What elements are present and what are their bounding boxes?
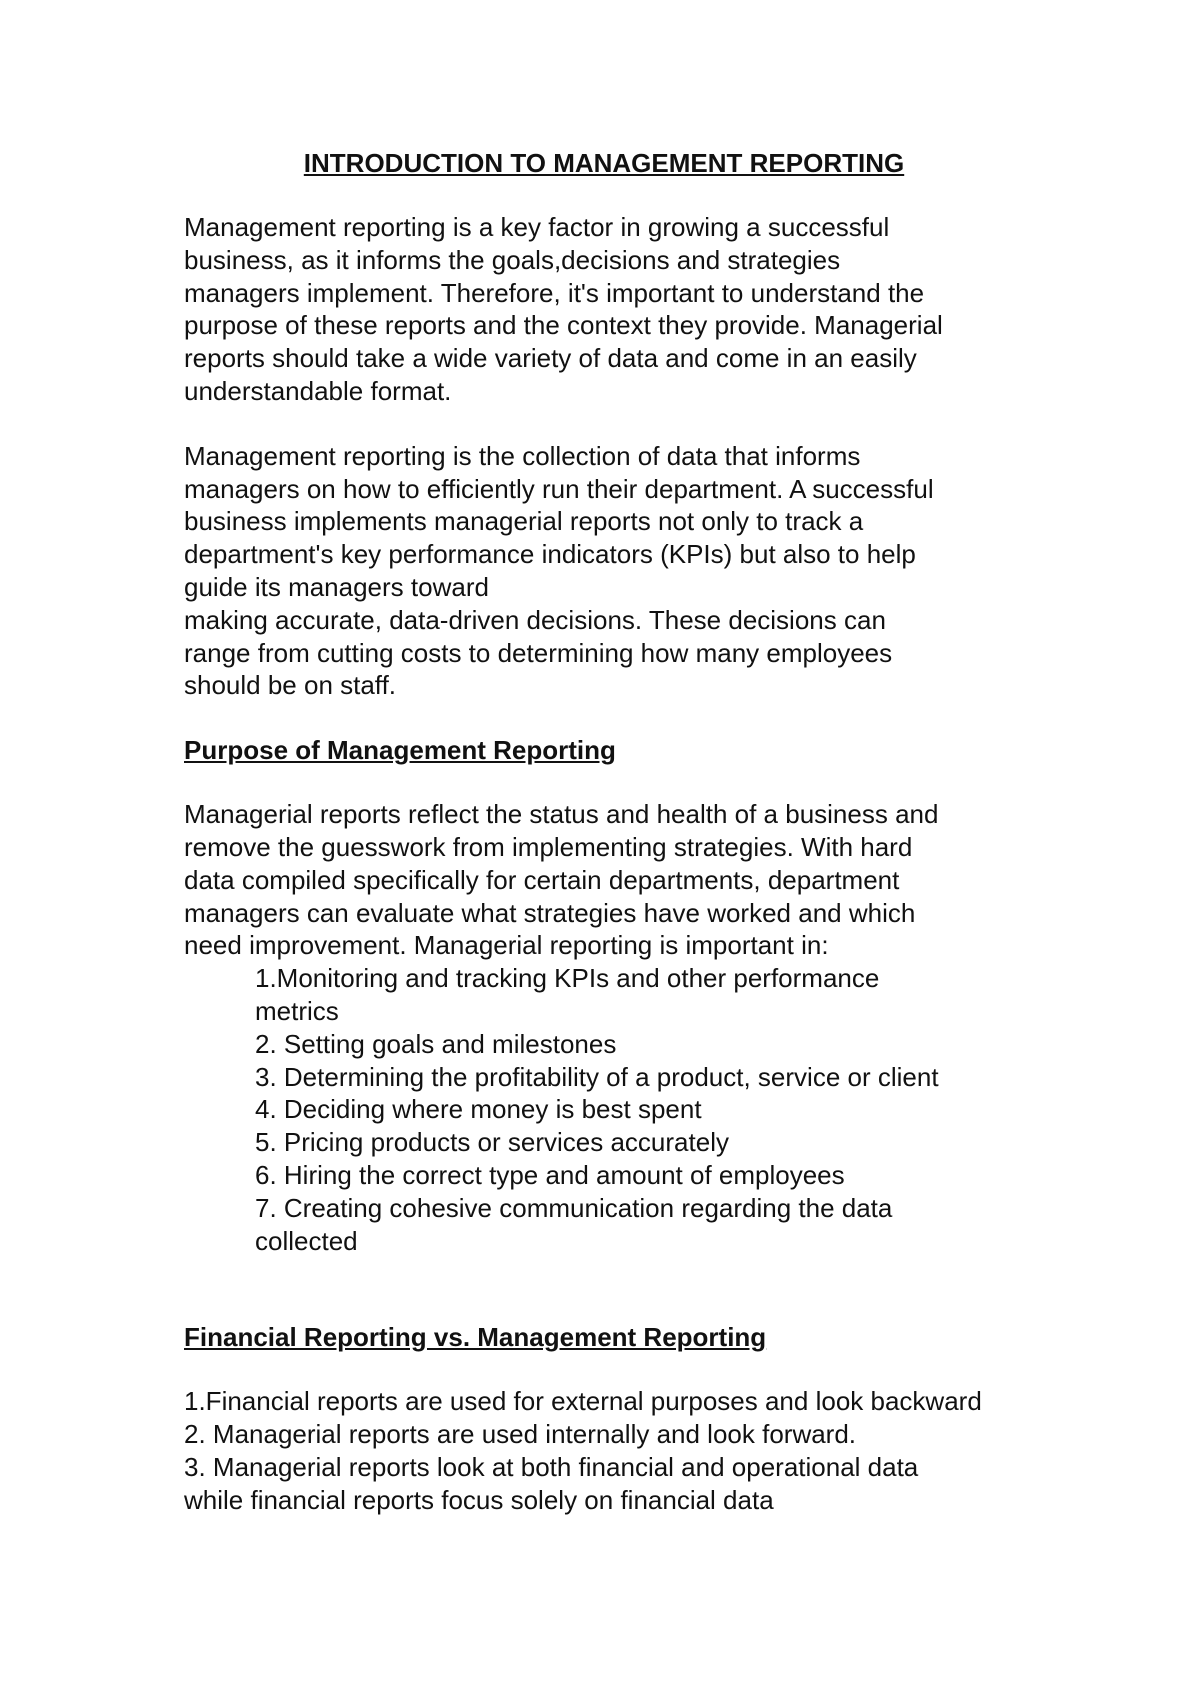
- comparison-item: 3. Managerial reports look at both financial and operational data while financial reports focus solely on financial data: [184, 1451, 919, 1515]
- paragraph-line: understandable format.: [184, 375, 452, 406]
- paragraph-line: business implements managerial reports not only to track a: [184, 506, 864, 537]
- purpose-section-heading: Purpose of Management Reporting: [184, 735, 616, 766]
- list-item: 6. Hiring the correct type and amount of employees: [255, 1159, 845, 1190]
- purpose-list: [255, 962, 1024, 1257]
- paragraph-line: should be on staff.: [184, 670, 397, 701]
- list-item: 7. Creating cohesive communication regarding the data collected: [255, 1192, 893, 1256]
- list-item: 3. Determining the profitability of a product, service or client: [255, 1061, 939, 1092]
- paragraph-line: remove the guesswork from implementing strategies. With hard: [184, 831, 913, 862]
- page-title: INTRODUCTION TO MANAGEMENT REPORTING: [303, 148, 905, 178]
- list-item: 2. Setting goals and milestones: [255, 1028, 617, 1059]
- paragraph-gap: [184, 408, 1024, 440]
- comparison-list: [184, 1385, 1024, 1516]
- paragraph-line: managers on how to efficiently run their department. A successful: [184, 473, 934, 504]
- list-item: 4. Deciding where money is best spent: [255, 1094, 702, 1125]
- paragraph-line: business, as it informs the goals,decisions and strategies: [184, 244, 841, 275]
- paragraph-line: guide its managers toward: [184, 571, 489, 602]
- comparison-section-heading: Financial Reporting vs. Management Reporting: [184, 1322, 767, 1353]
- paragraph-line: making accurate, data-driven decisions. These decisions can: [184, 604, 886, 635]
- paragraph-line: purpose of these reports and the context they provide. Managerial: [184, 310, 943, 341]
- paragraph-line: Management reporting is a key factor in growing a successful: [184, 212, 890, 242]
- list-item: 5. Pricing products or services accurately: [255, 1127, 729, 1158]
- document-content: [184, 147, 1024, 1517]
- section-gap: [184, 1353, 1024, 1385]
- intro-paragraph-2: [184, 440, 1024, 702]
- purpose-paragraph: [184, 798, 1024, 962]
- paragraph-line: Managerial reports reflect the status and health of a business and: [184, 799, 939, 830]
- list-item: 1.Monitoring and tracking KPIs and other performance metrics: [255, 963, 880, 1026]
- paragraph-line: managers can evaluate what strategies have worked and which: [184, 897, 916, 928]
- paragraph-line: need improvement. Managerial reporting is important in:: [184, 930, 829, 961]
- comparison-item: 1.Financial reports are used for external purposes and look backward: [184, 1386, 982, 1417]
- paragraph-line: Management reporting is the collection of data that informs: [184, 440, 861, 471]
- paragraph-line: managers implement. Therefore, it's important to understand the: [184, 277, 925, 308]
- paragraph-line: department's key performance indicators (KPIs) but also to help: [184, 539, 916, 570]
- paragraph-line: range from cutting costs to determining how many employees: [184, 637, 893, 668]
- paragraph-gap: [184, 702, 1024, 734]
- section-gap: [184, 1257, 1024, 1321]
- intro-paragraph-1: [184, 211, 1024, 408]
- comparison-item: 2. Managerial reports are used internally and look forward.: [184, 1419, 857, 1450]
- paragraph-line: data compiled specifically for certain departments, department: [184, 864, 900, 895]
- section-gap: [184, 766, 1024, 798]
- paragraph-line: reports should take a wide variety of data and come in an easily: [184, 343, 917, 374]
